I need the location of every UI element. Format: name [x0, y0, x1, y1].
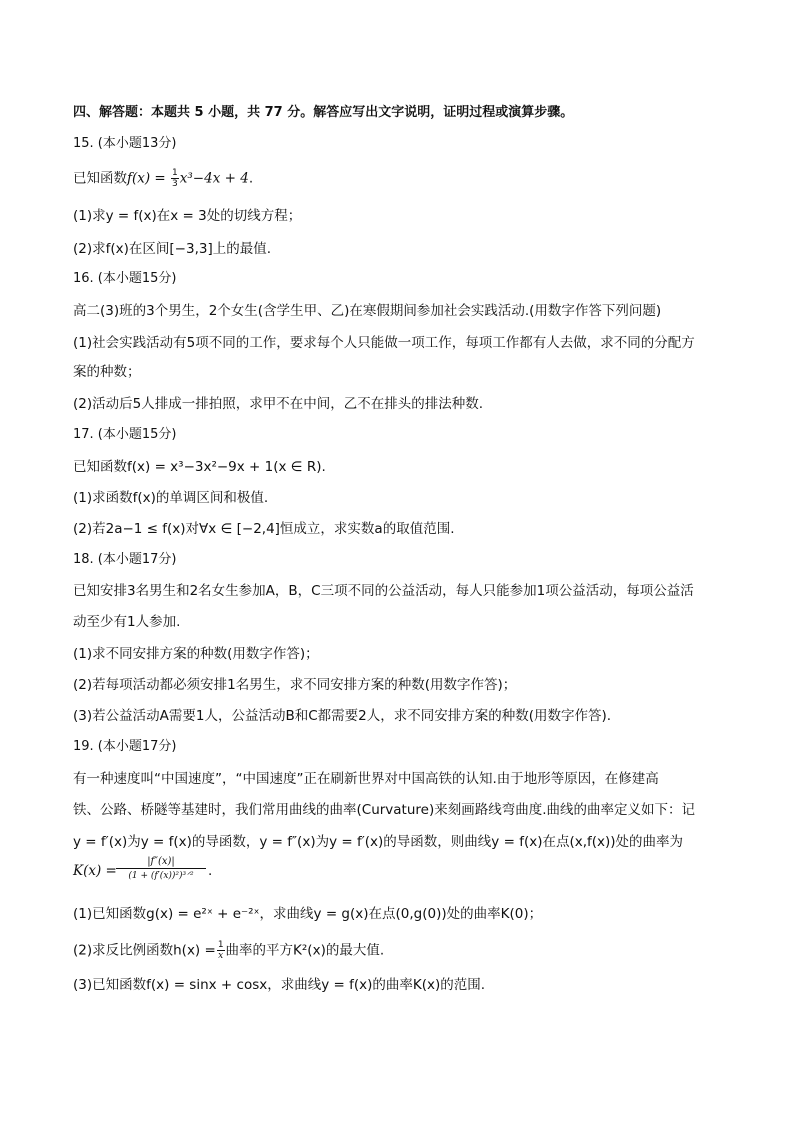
q19-curvature-num: |f″(x)| — [116, 856, 206, 869]
q19-part2-fraction — [217, 940, 225, 961]
q17-part1: (1)求函数f(x)的单调区间和极值. — [73, 490, 269, 506]
q16-heading: 16. (本小题15分) — [73, 271, 177, 286]
q17-stem: 已知函数f(x) = x³−3x²−9x + 1(x ∈ R). — [73, 459, 326, 475]
q15-stem-math: f(x) = — [127, 170, 171, 187]
q16-part1-line1: (1)社会实践活动有5项不同的工作，要求每个人只能做一项工作，每项工作都有人去做，求不同的分配方 — [73, 335, 695, 351]
q19-curvature-den: (1 + (f′(x))²)³ᐟ² — [128, 871, 194, 881]
q19-curvature-lhs: K(x) = — [73, 863, 117, 879]
q15-fraction — [171, 168, 179, 189]
q19-part2-post: 曲率的平方K²(x)的最大值. — [225, 942, 385, 959]
q15-part2: (2)求f(x)在区间[−3,3]上的最值. — [73, 241, 272, 257]
q19-part1: (1)已知函数g(x) = e²ˣ + e⁻²ˣ，求曲线y = g(x)在点(0,g(0))处的曲率K(0)； — [73, 906, 543, 922]
q19-part2-frac-num: 1 — [217, 940, 224, 950]
q18-part1: (1)求不同安排方案的种数(用数字作答)； — [73, 646, 319, 662]
q15-part1: (1)求y = f(x)在x = 3处的切线方程； — [73, 208, 302, 224]
q19-part3: (3)已知函数f(x) = sinx + cosx，求曲线y = f(x)的曲率K(x)的范围. — [73, 977, 486, 993]
q19-stem-line1: 有一种速度叫“中国速度”，“中国速度”正在刷新世界对中国高铁的认知.由于地形等原因，在修建高 — [73, 771, 659, 787]
q15-frac-den: 3 — [172, 179, 178, 189]
q16-part1-line2: 案的种数； — [73, 364, 141, 380]
q19-part2-frac-den: x — [218, 951, 224, 961]
q16-part2: (2)活动后5人排成一排拍照，求甲不在中间，乙不在排头的排法种数. — [73, 396, 484, 412]
q15-stem-math2: x³−4x + 4 — [179, 170, 249, 187]
q15-frac-num: 1 — [172, 168, 178, 178]
q18-part2: (2)若每项活动都必须安排1名男生，求不同安排方案的种数(用数字作答)； — [73, 677, 517, 693]
q19-part2 — [73, 940, 723, 961]
q18-stem-line1: 已知安排3名男生和2名女生参加A，B，C三项不同的公益活动，每人只能参加1项公益活动，每项公益活 — [73, 583, 694, 599]
q19-curvature-end: . — [208, 863, 213, 879]
q18-stem-line2: 动至少有1人参加. — [73, 614, 181, 630]
q16-stem: 高二(3)班的3个男生，2个女生(含学生甲、乙)在寒假期间参加社会实践活动.(用数字作答下列问题) — [73, 303, 662, 319]
q19-part2-pre: (2)求反比例函数h(x) = — [73, 942, 216, 959]
q15-heading: 15. (本小题13分) — [73, 136, 177, 151]
q15-stem — [73, 168, 723, 189]
q17-part2: (2)若2a−1 ≤ f(x)对∀x ∈ [−2,4]恒成立，求实数a的取值范围. — [73, 521, 455, 537]
q15-stem-end: . — [248, 170, 254, 187]
section-heading: 四、解答题：本题共 5 小题，共 77 分。解答应写出文字说明，证明过程或演算步骤。 — [73, 105, 574, 120]
q18-heading: 18. (本小题17分) — [73, 552, 177, 567]
q19-stem-line2: 铁、公路、桥隧等基建时，我们常用曲线的曲率(Curvature)来刻画路线弯曲度.曲线的曲率定义如下：记 — [73, 802, 696, 818]
q17-heading: 17. (本小题15分) — [73, 427, 177, 442]
q15-stem-text: 已知函数 — [73, 170, 127, 187]
q19-heading: 19. (本小题17分) — [73, 739, 177, 754]
q18-part3: (3)若公益活动A需要1人，公益活动B和C都需要2人，求不同安排方案的种数(用数字作答). — [73, 708, 612, 724]
q19-curvature-fraction — [116, 856, 206, 881]
q19-stem-line3: y = f′(x)为y = f(x)的导函数，y = f″(x)为y = f′(x)的导函数，则曲线y = f(x)在点(x,f(x))处的曲率为 — [73, 834, 684, 850]
